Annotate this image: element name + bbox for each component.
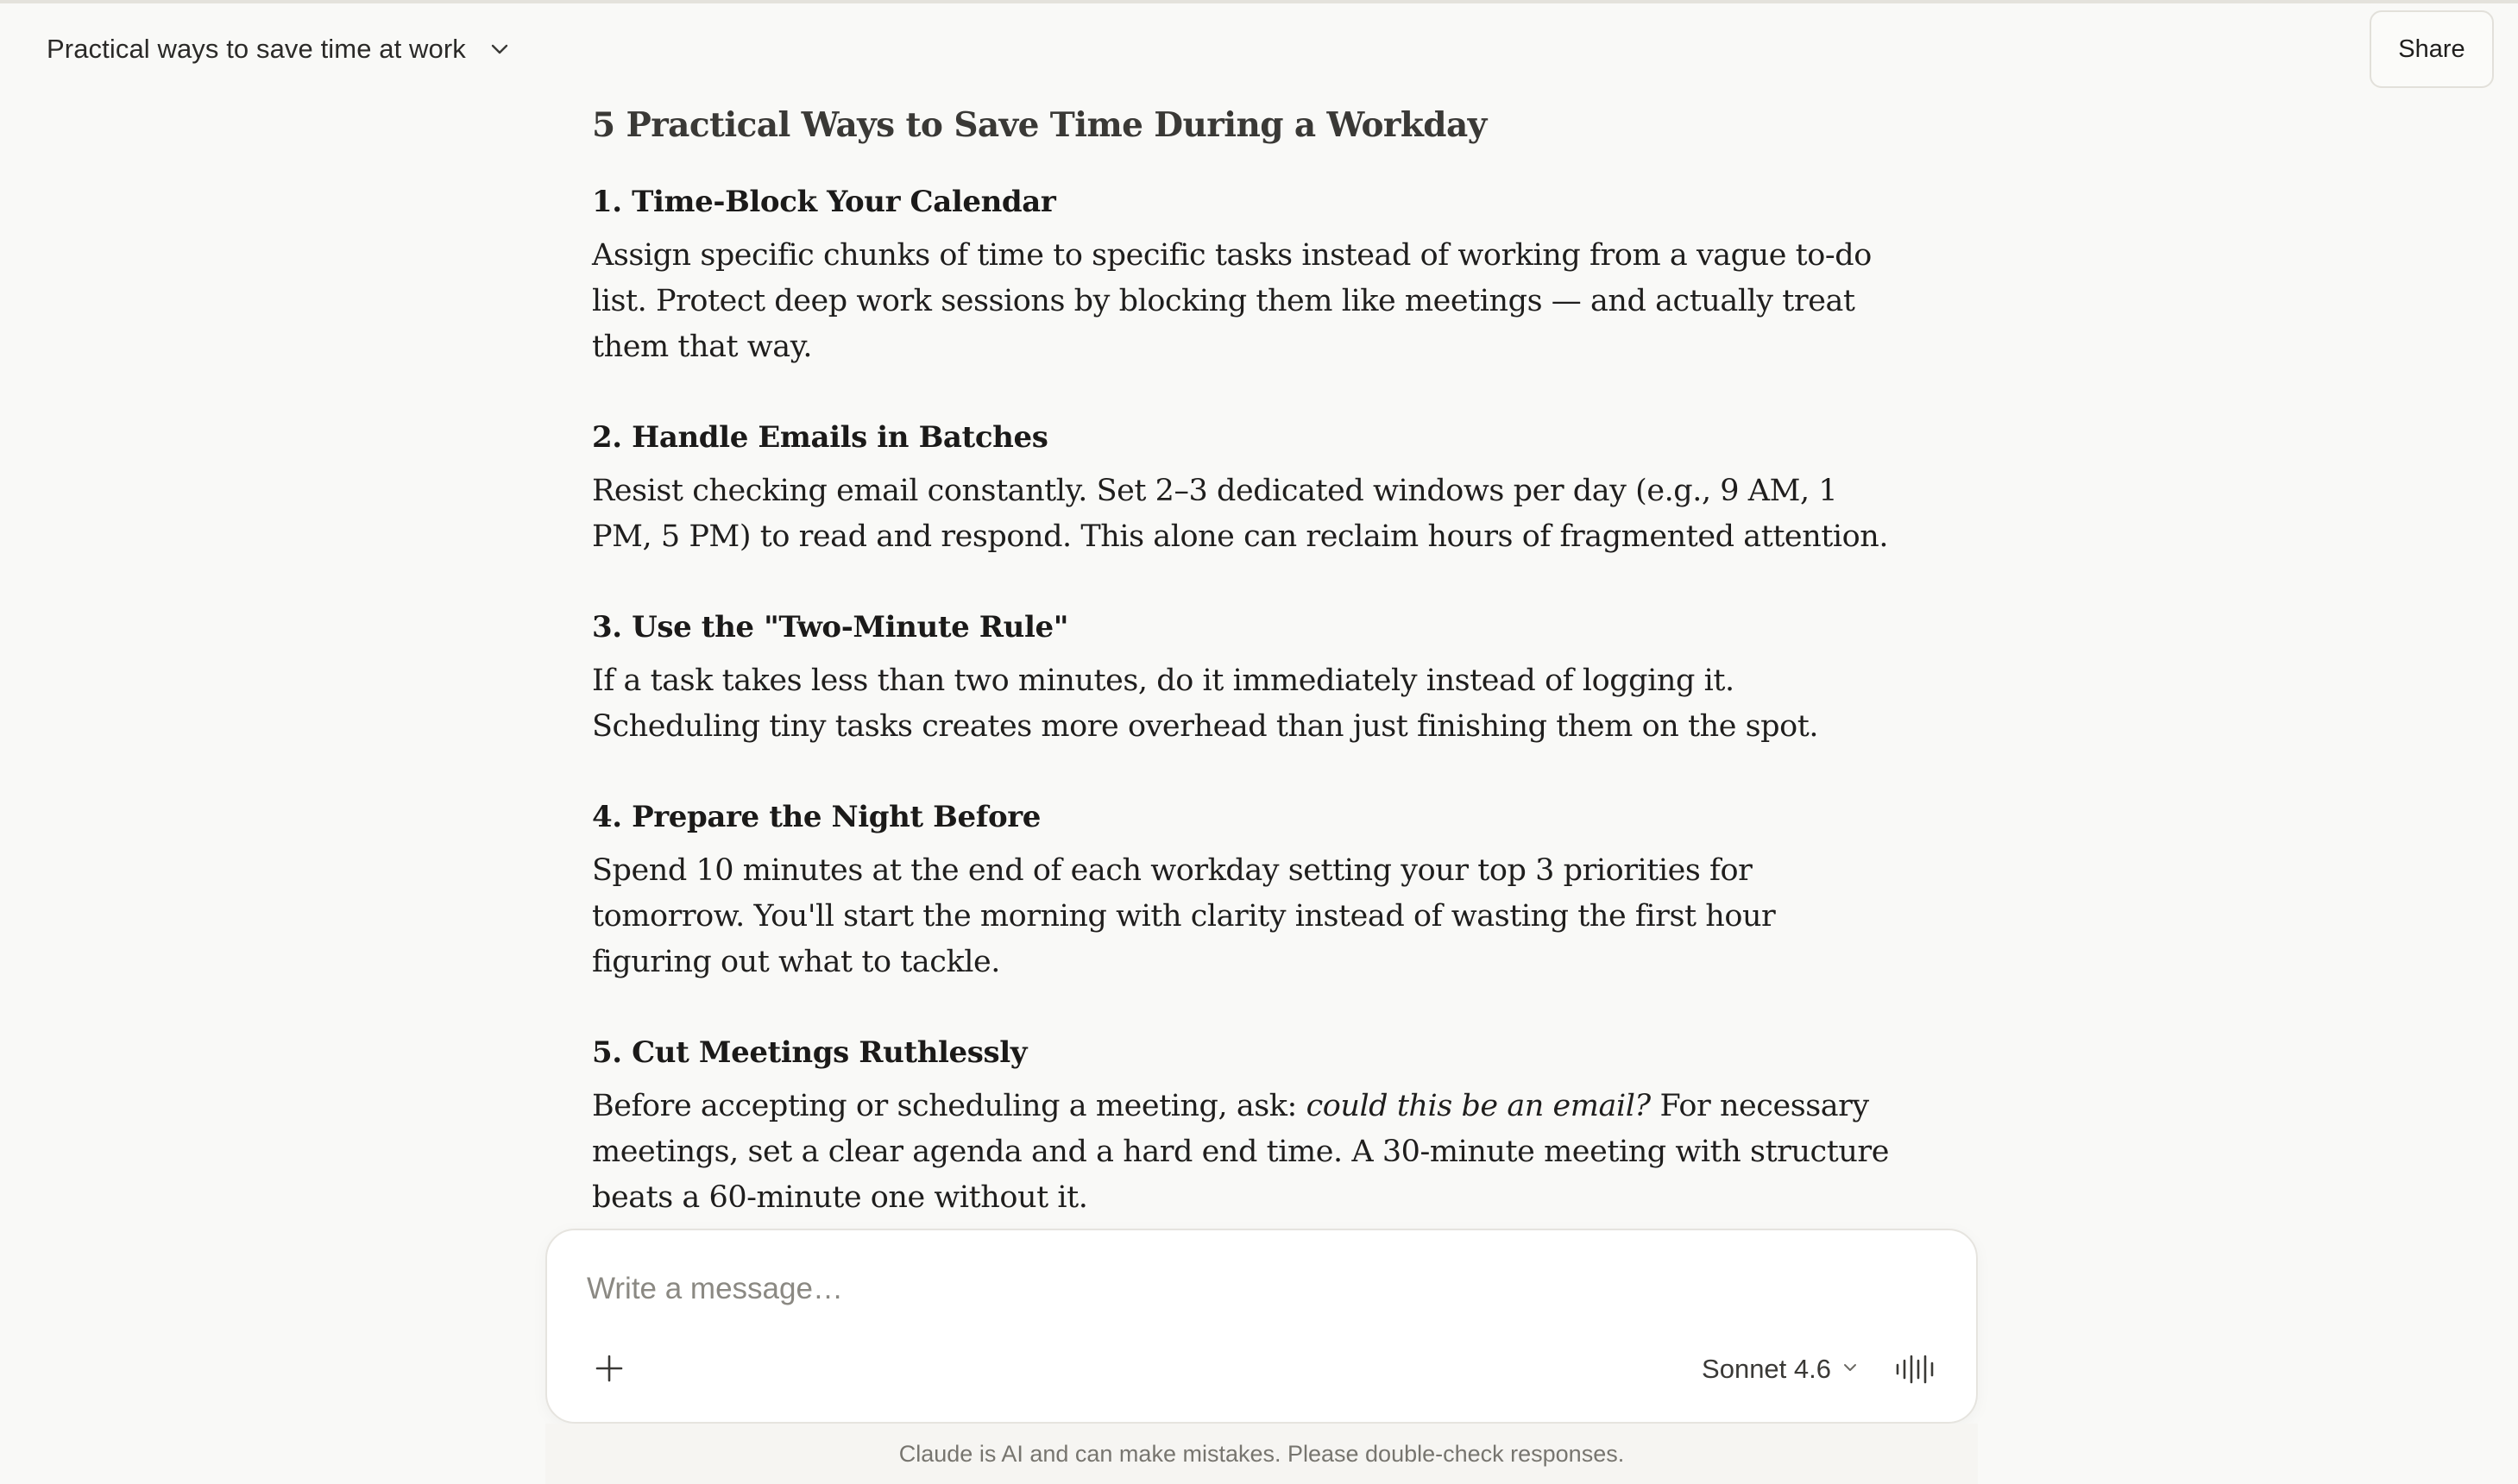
- tip-heading: 3. Use the "Two-Minute Rule": [592, 610, 1069, 645]
- tip-body: If a task takes less than two minutes, do it immediately instead of logging it. Scheduling tiny tasks creates more overhead than just finishing them on the spot.: [592, 663, 1819, 744]
- tip-heading: 4. Prepare the Night Before: [592, 800, 1041, 834]
- tip-body: Spend 10 minutes at the end of each workday setting your top 3 priorities for tomorrow. You'll start the morning with clarity instead of wasting the first hour figuring out what to tackle.: [592, 853, 1776, 979]
- chat-title: Practical ways to save time at work: [47, 34, 466, 64]
- tip-body-text: For necessary meetings, set a clear agenda and a hard end time. A 30-minute meeting with structure beats a 60-minute one without it.: [592, 1089, 1889, 1215]
- tip-heading: 2. Handle Emails in Batches: [592, 420, 1048, 455]
- disclaimer: Claude is AI and can make mistakes. Please double-check responses.: [545, 1424, 1978, 1484]
- plus-icon[interactable]: [585, 1344, 633, 1393]
- tip-section: [592, 185, 1895, 370]
- tip-heading: 5. Cut Meetings Ruthlessly: [592, 1035, 1028, 1070]
- header: [0, 0, 2518, 95]
- message-composer: [545, 1229, 1978, 1424]
- tip-section: [592, 420, 1895, 560]
- tip-body: Assign specific chunks of time to specific tasks instead of working from a vague to-do list. Protect deep work sessions by blocking them like meetings — and actually treat them that way.: [592, 238, 1872, 364]
- tip-section: [592, 610, 1895, 750]
- tip-body: [592, 1084, 1895, 1221]
- response-title: 5 Practical Ways to Save Time During a Workday: [592, 105, 1487, 145]
- model-label: Sonnet 4.6: [1702, 1354, 1831, 1384]
- tip-heading: 1. Time-Block Your Calendar: [592, 185, 1056, 219]
- tip-body-text: Before accepting or scheduling a meeting, ask:: [592, 1089, 1306, 1123]
- chat-title-menu[interactable]: [47, 34, 511, 65]
- chevron-down-icon: [1841, 1359, 1859, 1380]
- tip-section: [592, 800, 1895, 985]
- tip-body-emphasis: could this be an email?: [1306, 1089, 1651, 1123]
- model-selector[interactable]: [1702, 1348, 1859, 1391]
- chevron-down-icon[interactable]: [488, 38, 511, 60]
- tip-section: [592, 1035, 1895, 1221]
- tip-body: Resist checking email constantly. Set 2–3 dedicated windows per day (e.g., 9 AM, 1 PM, 5 PM) to read and respond. This alone can reclaim hours of fragmented attention.: [592, 474, 1889, 554]
- voice-waveform-icon[interactable]: [1892, 1346, 1942, 1393]
- share-button[interactable]: Share: [2370, 10, 2494, 88]
- message-input[interactable]: [587, 1268, 1933, 1310]
